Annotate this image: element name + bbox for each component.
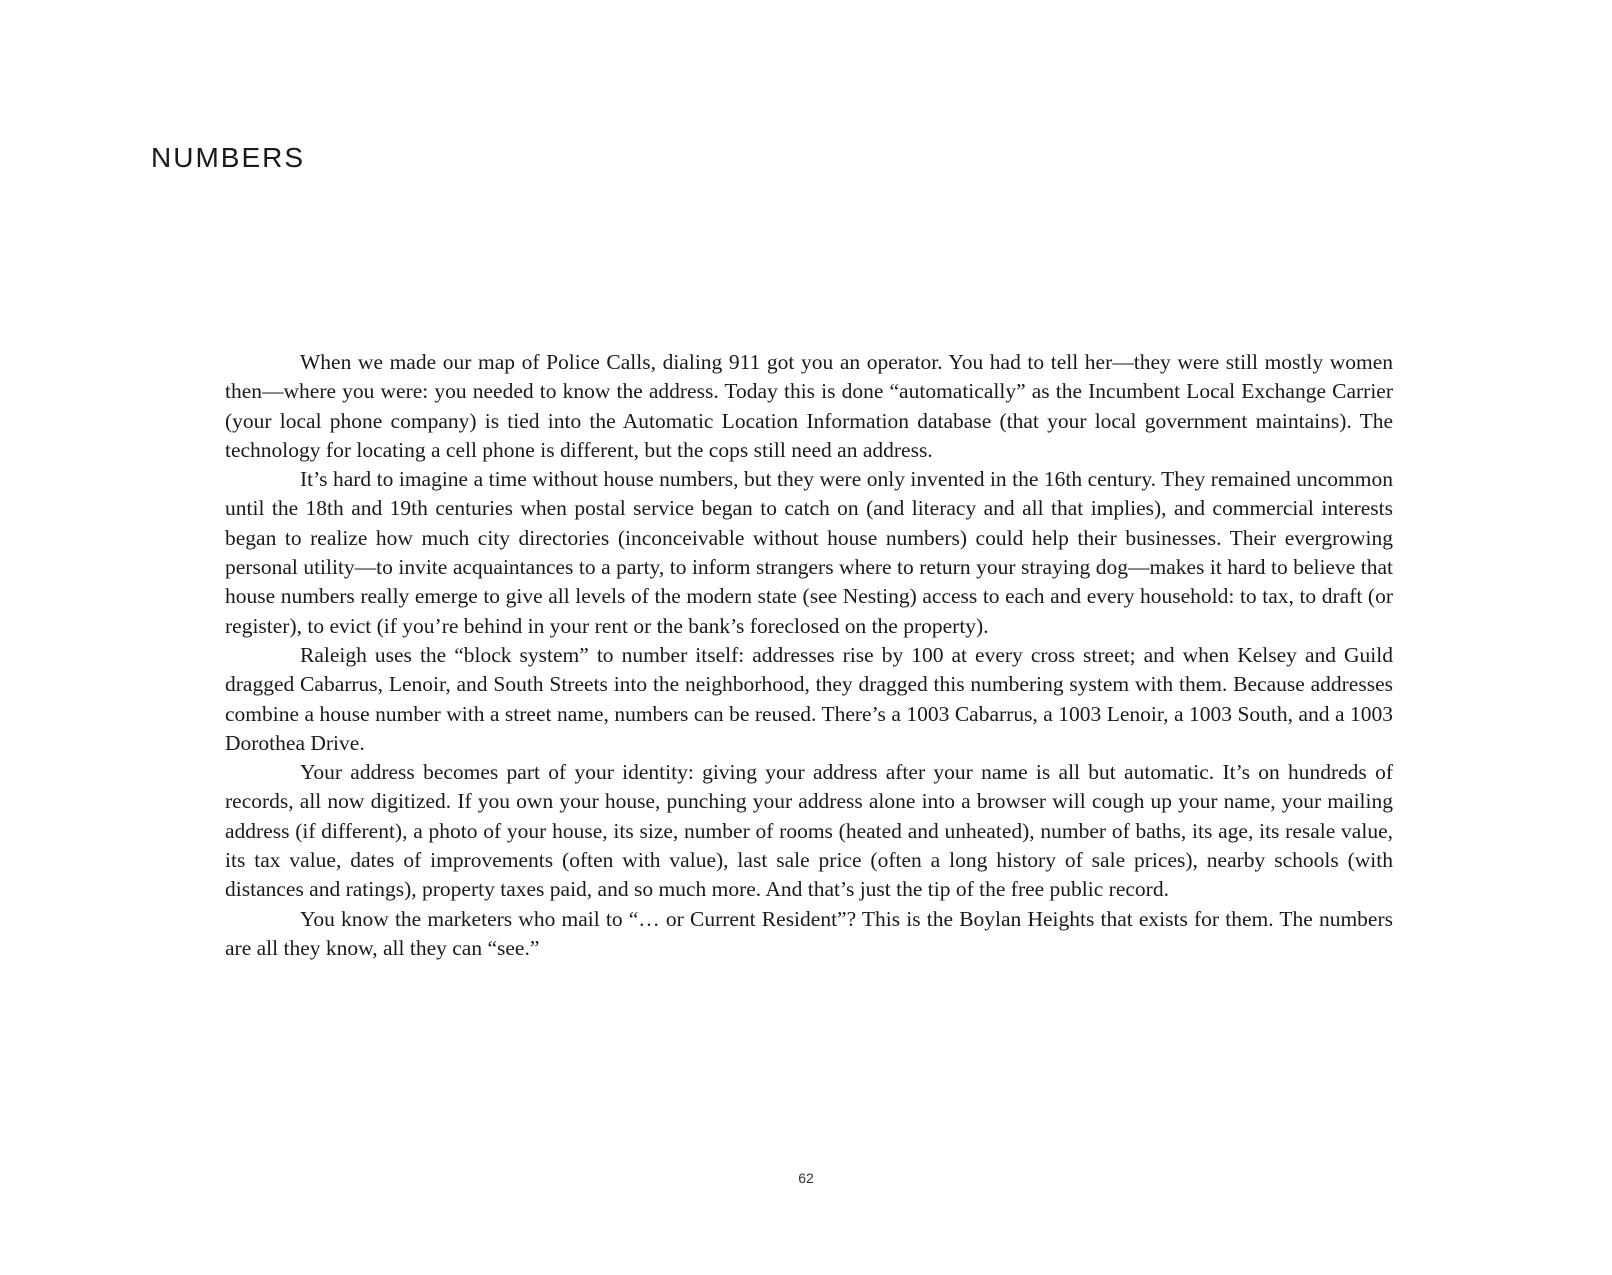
paragraph: Your address becomes part of your identity: giving your address after your name is all but automatic. It’s on hundreds of records, all now digitized. If you own your house, punching your address alone into a browser will cough up your name, your mailing address (if different), a photo of your house, its size, number of rooms (heated and unheated), number of baths, its age, its resale value, its tax value, dates of improvements (often with value), last sale price (often a long history of sale prices), nearby schools (with distances and ratings), property taxes paid, and so much more. And that’s just the tip of the free public record. — [225, 760, 1393, 902]
page-number: 62 — [798, 1170, 814, 1186]
paragraph: You know the marketers who mail to “… or Current Resident”? This is the Boylan Heights that exists for them. The numbers are all they know, all they can “see.” — [225, 906, 1393, 960]
chapter-title: NUMBERS — [151, 142, 306, 173]
paragraph: When we made our map of Police Calls, dialing 911 got you an operator. You had to tell her—they were still mostly women then—where you were: you needed to know the address. Today this is done “automatically” as the Incumbent Local Exchange Carrier (your local phone company) is tied into the Automatic Location Information database (that your local government maintains). The technology for locating a cell phone is different, but the cops still need an address. — [225, 350, 1393, 462]
paragraph: It’s hard to imagine a time without house numbers, but they were only invented in the 16th century. They remained uncommon until the 18th and 19th centuries when postal service began to catch on (and literacy and all that implies), and commercial interests began to realize how much city directories (inconceivable without house numbers) could help their businesses. Their evergrowing personal utility—to invite acquaintances to a party, to inform strangers where to return your straying dog—makes it hard to believe that house numbers really emerge to give all levels of the modern state (see Nesting) access to each and every household: to tax, to draft (or register), to evict (if you’re behind in your rent or the bank’s foreclosed on the property). — [225, 467, 1393, 638]
paragraph: Raleigh uses the “block system” to number itself: addresses rise by 100 at every cross street; and when Kelsey and Guild dragged Cabarrus, Lenoir, and South Streets into the neighborhood, they dragged this numbering system with them. Because addresses combine a house number with a street name, numbers can be reused. There’s a 1003 Cabarrus, a 1003 Lenoir, a 1003 South, and a 1003 Dorothea Drive. — [225, 642, 1393, 755]
body-text — [225, 348, 1393, 963]
